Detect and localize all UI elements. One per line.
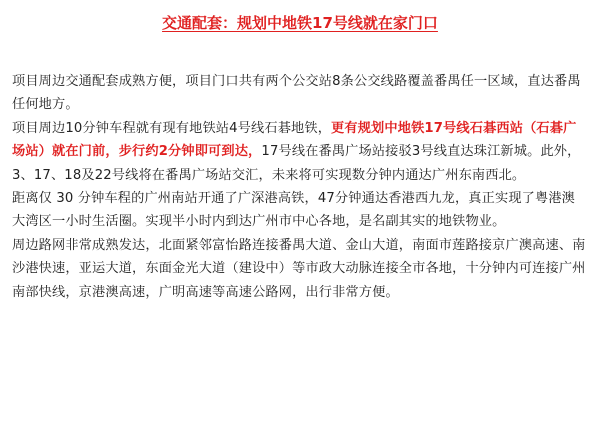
- metro-detail-text: 17号线在番禺广场站接驳3号线直达珠江新城。此外，3、17、18及22号线将在番禺广场站交汇，未来将可实现数分钟内通达广州东南西北。: [12, 144, 581, 183]
- article-body: [12, 70, 588, 304]
- paragraph-metro: [12, 117, 588, 187]
- paragraph-bus: 项目周边交通配套成熟方便，项目门口共有两个公交站8条公交线路覆盖番禺任一区域，直达番禺任何地方。: [12, 74, 581, 113]
- paragraph-road-network: 周边路网非常成熟发达，北面紧邻富怡路连接番禺大道、金山大道，南面市莲路接京广澳高速、南沙港快速，亚运大道，东面金光大道（建设中）等市政大动脉连接全市各地，十分钟内可连接广州南部快线，京港澳高速，广明高速等高速公路网，出行非常方便。: [12, 237, 586, 300]
- paragraph-highspeed-rail: 距离仅 30 分钟车程的广州南站开通了广深港高铁，47分钟通达香港西九龙，真正实现了粤港澳大湾区一小时生活圈。实现半小时内到达广州市中心各地，是名副其实的地铁物业。: [12, 191, 576, 230]
- section-title: 交通配套：规划中地铁17号线就在家门口: [162, 14, 438, 32]
- metro-intro-text: 项目周边10分钟车程就有现有地铁站4号线石碁地铁，: [12, 120, 332, 136]
- metro-highlight-text: 更有规划中地铁17号线石碁西站（石碁广场站）就在门前，步行约2分钟即可到达，: [12, 120, 577, 160]
